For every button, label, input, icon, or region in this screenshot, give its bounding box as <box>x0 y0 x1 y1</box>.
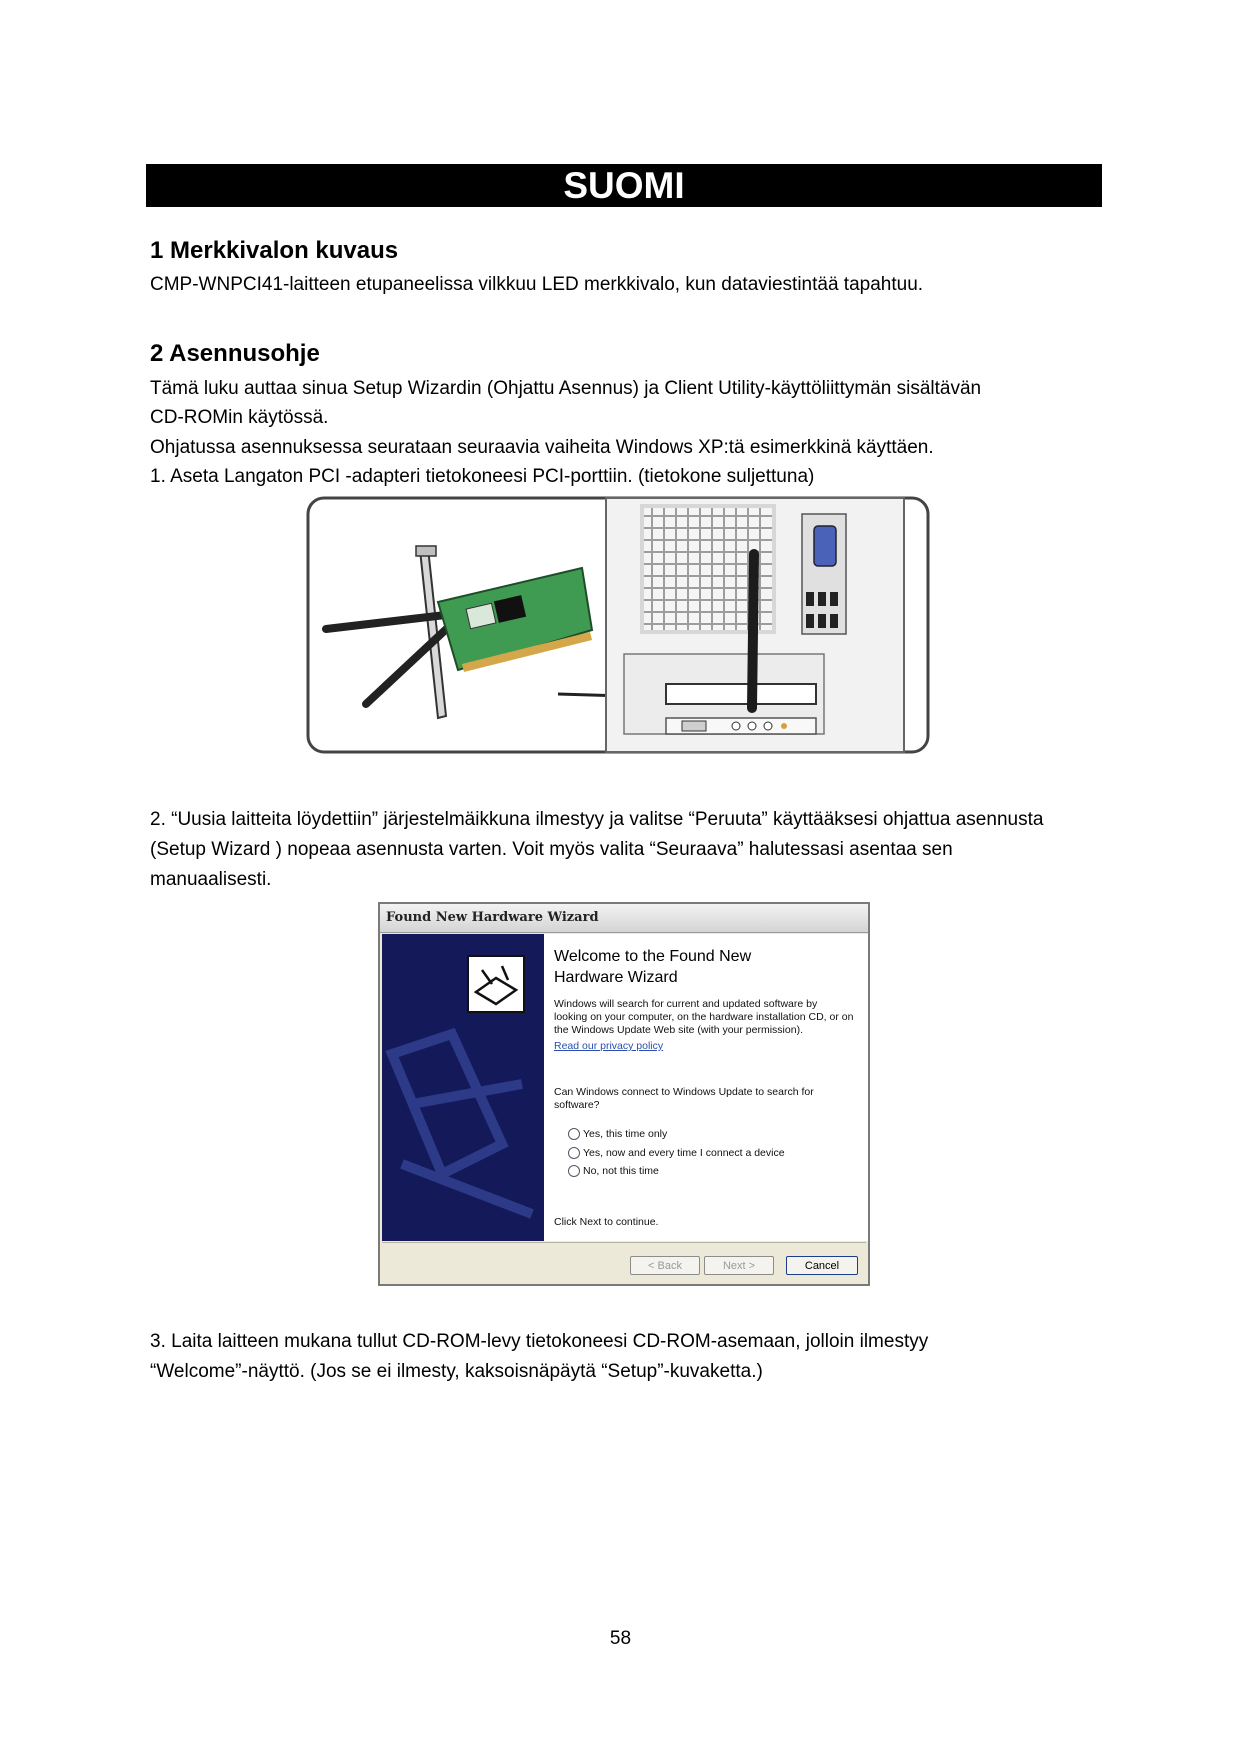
wizard-description-line: Windows will search for current and updated software by <box>554 998 818 1010</box>
window-title-bar: Found New Hardware Wizard <box>380 904 868 933</box>
wizard-question-line: Can Windows connect to Windows Update to search for <box>554 1086 814 1098</box>
wizard-heading-line: Hardware Wizard <box>554 969 678 986</box>
next-button[interactable]: Next > <box>704 1256 774 1275</box>
wizard-description-line: looking on your computer, on the hardware installation CD, or on <box>554 1011 854 1023</box>
language-banner: SUOMI <box>146 164 1102 207</box>
wizard-question-line: software? <box>554 1099 600 1111</box>
radio-button-icon[interactable] <box>568 1147 580 1159</box>
section-1-text: CMP-WNPCI41-laitteen etupaneelissa vilkkuu LED merkkivalo, kun dataviestintää tapahtuu. <box>150 274 924 295</box>
wizard-description <box>554 998 854 1037</box>
radio-option-yes-this-time[interactable] <box>568 1127 667 1141</box>
step-2-text: 2. “Uusia laitteita löydettiin” järjestelmäikkuna ilmestyy ja valitse “Peruuta” käyttääksesi ohjattua asennusta <box>150 809 1044 830</box>
wizard-side-banner <box>382 934 544 1241</box>
back-button[interactable]: < Back <box>630 1256 700 1275</box>
page-number: 58 <box>609 1628 632 1649</box>
radio-button-icon[interactable] <box>568 1165 580 1177</box>
wizard-heading <box>554 946 854 988</box>
pci-install-illustration <box>306 494 932 758</box>
wizard-heading-line: Welcome to the Found New <box>554 948 752 965</box>
section-2-title: 2 Asennusohje <box>150 340 320 367</box>
section-2-line: Tämä luku auttaa sinua Setup Wizardin (Ohjattu Asennus) ja Client Utility-käyttöliittymän sisältävän <box>150 378 982 399</box>
section-2-line: Ohjatussa asennuksessa seurataan seuraavia vaiheita Windows XP:tä esimerkkinä käyttäen. <box>150 437 934 458</box>
wizard-description-line: the Windows Update Web site (with your permission). <box>554 1024 803 1036</box>
cancel-button[interactable]: Cancel <box>786 1256 858 1275</box>
step-1-text: 1. Aseta Langaton PCI -adapteri tietokoneesi PCI-porttiin. (tietokone suljettuna) <box>150 466 815 487</box>
button-bar-divider <box>382 1242 866 1243</box>
wizard-body <box>382 934 868 1241</box>
found-new-hardware-wizard-window <box>378 902 870 1286</box>
privacy-policy-link[interactable]: Read our privacy policy <box>554 1040 664 1052</box>
continue-instruction: Click Next to continue. <box>554 1216 659 1228</box>
radio-button-icon[interactable] <box>568 1128 580 1140</box>
section-2-line: CD-ROMin käytössä. <box>150 407 329 428</box>
radio-label: Yes, now and every time I connect a device <box>583 1147 785 1159</box>
section-1-title: 1 Merkkivalon kuvaus <box>150 237 399 264</box>
step-2-text: manuaalisesti. <box>150 869 272 890</box>
radio-option-no[interactable] <box>568 1164 659 1178</box>
radio-label: Yes, this time only <box>583 1128 668 1140</box>
wizard-content <box>554 934 864 1241</box>
wizard-question <box>554 1086 834 1112</box>
radio-label: No, not this time <box>583 1165 659 1177</box>
radio-option-yes-every-time[interactable] <box>568 1146 785 1160</box>
step-3-text: “Welcome”-näyttö. (Jos se ei ilmesty, kaksoisnäpäytä “Setup”-kuvaketta.) <box>150 1361 763 1382</box>
step-2-text: (Setup Wizard ) nopeaa asennusta varten. Voit myös valita “Seuraava” halutessasi asentaa sen <box>150 839 953 860</box>
step-3-text: 3. Laita laitteen mukana tullut CD-ROM-levy tietokoneesi CD-ROM-asemaan, jolloin ilmestyy <box>150 1331 929 1352</box>
